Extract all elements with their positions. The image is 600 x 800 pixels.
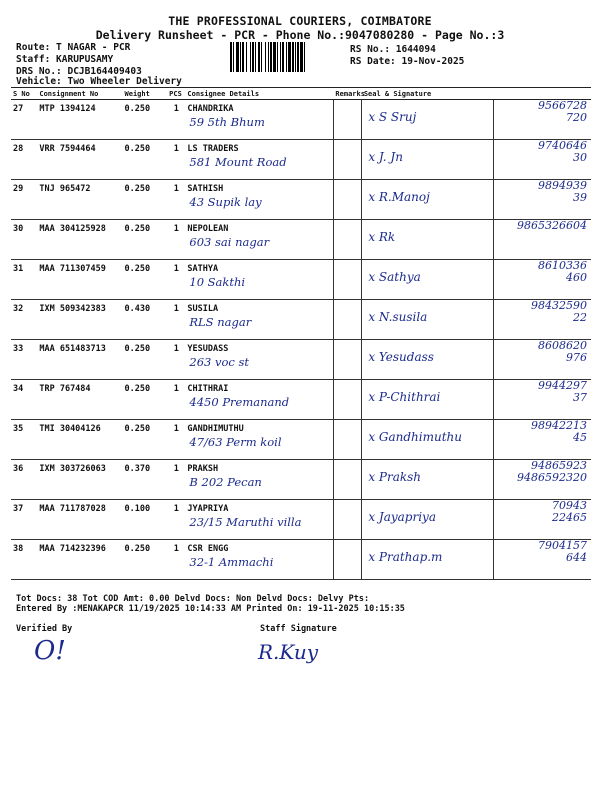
handwritten-address: 263 voc st [189,355,250,369]
row-weight: 0.250 [123,180,168,220]
table-row [11,420,591,460]
handwritten-address: 4450 Premanand [189,395,290,409]
row-consignee [185,460,333,500]
handwritten-address: 23/15 Maruthi villa [189,515,302,529]
row-consignee [185,540,333,580]
row-pcs: 1 [167,260,185,300]
row-consignment-no: VRR 7594464 [37,140,122,180]
handwritten-signature: x Prathap.m [368,550,443,564]
handwritten-address: 581 Mount Road [189,155,287,169]
handwritten-address: 32-1 Ammachi [189,555,274,569]
row-consignee [185,180,333,220]
rs-date: RS Date: 19-Nov-2025 [350,56,465,67]
row-sno: 31 [11,260,37,300]
row-sno: 28 [11,140,37,180]
row-phone [494,500,591,540]
row-consignment-no: TNJ 965472 [37,180,122,220]
row-pcs: 1 [167,180,185,220]
row-signature [362,500,494,540]
row-remarks [333,340,361,380]
consignee-name: JYAPRIYA [187,504,229,514]
handwritten-phone: 70943 22465 [552,499,587,524]
row-pcs: 1 [167,460,185,500]
handwritten-phone: 9865326604 [517,219,587,232]
handwritten-address: 47/63 Perm koil [189,435,282,449]
row-consignment-no: TMI 30404126 [37,420,122,460]
row-weight: 0.370 [123,460,168,500]
col-consignee: Consignee Details [185,88,333,100]
row-consignee [185,100,333,140]
row-phone [494,180,591,220]
drs-number: DRS No.: DCJB164409403 [16,66,142,77]
row-sno: 30 [11,220,37,260]
handwritten-phone: 9566728 720 [538,99,587,124]
row-weight: 0.250 [123,540,168,580]
handwritten-signature: x Rk [368,230,396,244]
row-sno: 36 [11,460,37,500]
row-remarks [333,500,361,540]
row-consignment-no: IXM 303726063 [37,460,122,500]
row-phone [494,140,591,180]
row-consignee [185,140,333,180]
row-consignment-no: TRP 767484 [37,380,122,420]
row-consignment-no: MTP 1394124 [37,100,122,140]
consignee-name: SUSILA [187,304,219,314]
consignee-name: LS TRADERS [187,144,239,154]
row-remarks [333,380,361,420]
staff-label: Staff: KARUPUSAMY [16,54,114,65]
row-sno: 38 [11,540,37,580]
handwritten-phone: 98432590 22 [531,299,587,324]
col-sno: S No [11,88,37,100]
col-consignment: Consignment No [37,88,122,100]
row-pcs: 1 [167,140,185,180]
row-phone [494,220,591,260]
handwritten-phone: 9944297 37 [538,379,587,404]
runsheet-subtitle: Delivery Runsheet - PCR - Phone No.:9047080280 - Page No.:3 [95,28,505,42]
row-pcs: 1 [167,100,185,140]
row-sno: 35 [11,420,37,460]
row-consignee [185,300,333,340]
row-weight: 0.250 [123,100,168,140]
row-pcs: 1 [167,500,185,540]
row-phone [494,340,591,380]
verified-by-label: Verified By [16,624,73,634]
vehicle-label: Vehicle: Two Wheeler Delivery [16,76,182,87]
table-row [11,500,591,540]
row-weight: 0.250 [123,260,168,300]
consignee-name: CHANDRIKA [187,104,234,114]
staff-signature-label: Staff Signature [260,624,337,634]
col-pcs: PCS [167,88,185,100]
row-consignee [185,260,333,300]
row-consignee [185,380,333,420]
row-signature [362,100,494,140]
row-remarks [333,260,361,300]
handwritten-phone: 94865923 9486592320 [517,459,587,484]
handwritten-phone: 8610336 460 [538,259,587,284]
handwritten-signature: x R.Manoj [368,190,430,204]
row-weight: 0.430 [123,300,168,340]
row-consignee [185,500,333,540]
table-row [11,220,591,260]
table-row [11,180,591,220]
table-row [11,100,591,140]
table-header-row [11,88,591,100]
row-signature [362,260,494,300]
consignee-name: GANDHIMUTHU [187,424,244,434]
row-consignee [185,340,333,380]
handwritten-phone: 98942213 45 [531,419,587,444]
verified-signature: O! [34,636,66,666]
consignee-name: SATHISH [187,184,224,194]
row-pcs: 1 [167,220,185,260]
handwritten-address: 43 Supik lay [189,195,262,209]
table-row [11,460,591,500]
row-remarks [333,420,361,460]
handwritten-signature: x J. Jn [368,150,403,164]
row-remarks [333,300,361,340]
company-title: THE PROFESSIONAL COURIERS, COIMBATORE [168,14,432,28]
row-phone [494,380,591,420]
consignee-name: CHITHRAI [187,384,229,394]
totals-line: Tot Docs: 38 Tot COD Amt: 0.00 Delvd Docs: Non Delvd Docs: Delvy Pts: [16,594,370,604]
row-signature [362,380,494,420]
handwritten-address: 59 5th Bhum [189,115,265,129]
row-remarks [333,140,361,180]
row-consignment-no: MAA 711307459 [37,260,122,300]
row-consignment-no: MAA 651483713 [37,340,122,380]
staff-signature: R.Kuy [258,640,319,664]
row-signature [362,300,494,340]
row-pcs: 1 [167,300,185,340]
table-row [11,260,591,300]
row-signature [362,180,494,220]
table-row [11,140,591,180]
handwritten-phone: 7904157 644 [538,539,587,564]
row-pcs: 1 [167,420,185,460]
table-row [11,340,591,380]
row-phone [494,100,591,140]
row-weight: 0.250 [123,140,168,180]
row-consignment-no: MAA 711787028 [37,500,122,540]
row-phone [494,260,591,300]
row-consignment-no: MAA 304125928 [37,220,122,260]
col-remarks: Remarks [335,89,365,98]
row-remarks [333,100,361,140]
handwritten-address: B 202 Pecan [189,475,262,489]
barcode-bar [305,42,307,72]
row-phone [494,460,591,500]
route-label: Route: T NAGAR - PCR [16,42,131,53]
row-consignment-no: MAA 714232396 [37,540,122,580]
handwritten-signature: x Jayapriya [368,510,436,524]
handwritten-signature: x Gandhimuthu [368,430,462,444]
entered-by-line: Entered By :MENAKAPCR 11/19/2025 10:14:33 AM Printed On: 19-11-2025 10:15:35 [16,604,405,614]
row-sno: 34 [11,380,37,420]
row-signature [362,420,494,460]
row-pcs: 1 [167,380,185,420]
handwritten-phone: 9740646 30 [538,139,587,164]
row-remarks [333,220,361,260]
col-seal-signature: Seal & Signature [362,88,494,100]
row-phone [494,300,591,340]
row-signature [362,220,494,260]
row-pcs: 1 [167,540,185,580]
row-signature [362,140,494,180]
table-row [11,540,591,580]
handwritten-address: RLS nagar [189,315,252,329]
consignee-name: SATHYA [187,264,219,274]
row-weight: 0.250 [123,340,168,380]
row-sno: 32 [11,300,37,340]
handwritten-signature: x Sathya [368,270,421,284]
handwritten-signature: x P-Chithrai [368,390,441,404]
row-sno: 27 [11,100,37,140]
row-consignee [185,420,333,460]
consignee-name: YESUDASS [187,344,229,354]
table-row [11,380,591,420]
row-phone [494,420,591,460]
consignee-name: PRAKSH [187,464,219,474]
row-remarks [333,540,361,580]
handwritten-address: 603 sai nagar [189,235,270,249]
table-row [11,300,591,340]
handwritten-address: 10 Sakthi [189,275,246,289]
row-signature [362,540,494,580]
handwritten-signature: x N.susila [368,310,428,324]
rs-number: RS No.: 1644094 [350,44,436,55]
row-remarks [333,460,361,500]
row-sno: 29 [11,180,37,220]
row-weight: 0.100 [123,500,168,540]
row-weight: 0.250 [123,220,168,260]
row-sno: 37 [11,500,37,540]
row-sno: 33 [11,340,37,380]
row-signature [362,460,494,500]
row-consignment-no: IXM 509342383 [37,300,122,340]
handwritten-signature: x Yesudass [368,350,434,364]
col-weight: Weight [123,88,168,100]
row-consignee [185,220,333,260]
handwritten-phone: 8608620 976 [538,339,587,364]
consignee-name: CSR ENGG [187,544,229,554]
handwritten-phone: 9894939 39 [538,179,587,204]
consignee-name: NEPOLEAN [187,224,229,234]
row-phone [494,540,591,580]
handwritten-signature: x S Sruj [368,110,417,124]
handwritten-signature: x Praksh [368,470,422,484]
row-pcs: 1 [167,340,185,380]
barcode [230,42,342,72]
row-weight: 0.250 [123,380,168,420]
runsheet-table [11,87,591,580]
row-weight: 0.250 [123,420,168,460]
row-signature [362,340,494,380]
row-remarks [333,180,361,220]
